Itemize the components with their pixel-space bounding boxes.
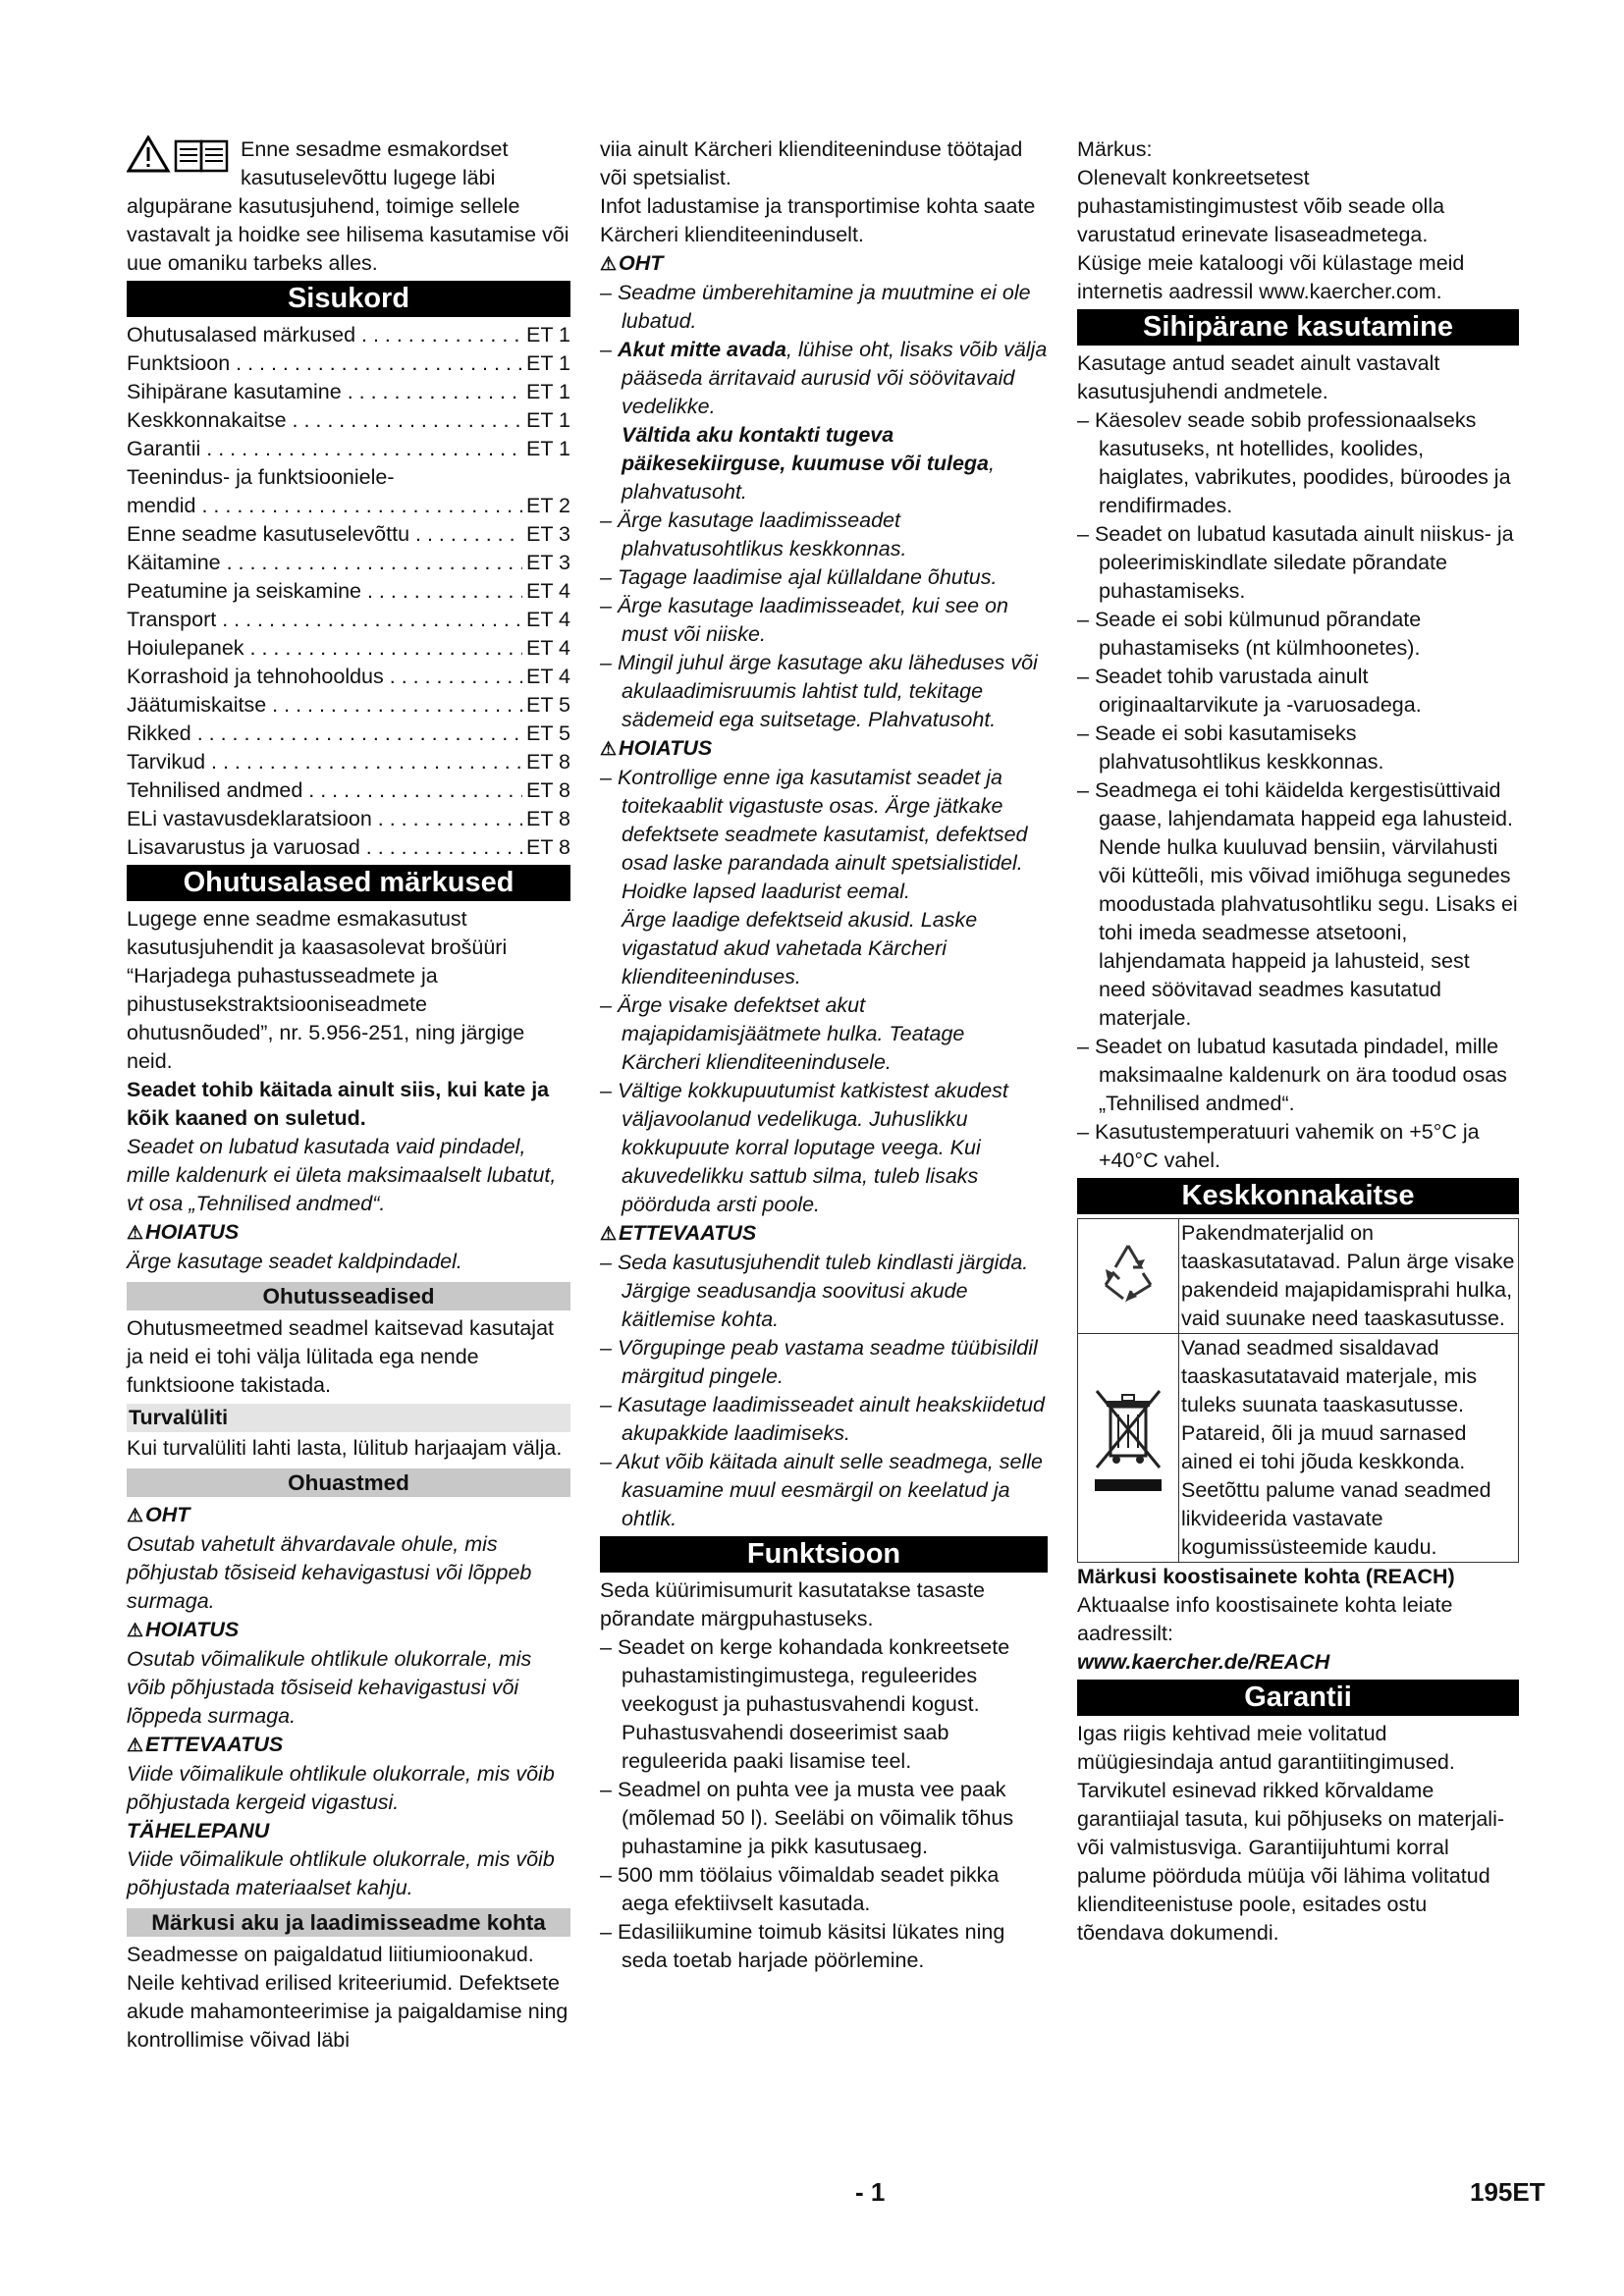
list-item: – Seadet on lubatud kasutada ainult niiskus- ja poleerimiskindlate siledate põrandate puhastamiseks.: [1077, 522, 1514, 603]
toc-item-label: Ohutusalased märkused . . .: [127, 321, 522, 349]
level-ettevaatus-label: ⚠ ETTEVAATUS: [127, 1731, 570, 1760]
level-oht-label: ⚠ OHT: [127, 1501, 570, 1530]
toc-item-page: [567, 463, 570, 492]
list-item-extra: Hoidke lapsed laadurist eemal.: [622, 880, 910, 903]
toc-item-page: ET 5: [522, 720, 570, 748]
toc-item-label: Tarvikud . . .: [127, 748, 522, 776]
safety-title: Ohutusalased märkused: [127, 865, 570, 901]
function-text: Seda küürimisumurit kasutatakse tasaste põrandate märgpuhastuseks.: [600, 1578, 985, 1630]
toc-item-label: Enne seadme kasutuselevõttu . . .: [127, 520, 522, 549]
list-item: – Seadmega ei tohi käidelda kergestisüttivaid gaase, lahjendamata happeid ega lahusteid.: [1077, 778, 1513, 830]
intro-icons: [127, 135, 235, 173]
env-icon-cell: [1078, 1219, 1179, 1334]
toc-item-label: Teenindus- ja funktsiooniele-: [127, 465, 395, 489]
toc-item-page: ET 5: [522, 691, 570, 720]
toc-item[interactable]: [127, 435, 570, 463]
toc-item-label: Funktsioon . . .: [127, 349, 522, 378]
toc-item-label: Hoiulepanek . . .: [127, 634, 522, 663]
toc-item[interactable]: [127, 805, 570, 833]
recycle-icon: [1094, 1238, 1163, 1307]
toc-item-page: ET 8: [522, 748, 570, 776]
list-item: – Võrgupinge peab vastama seadme tüübisildil märgitud pingele.: [600, 1336, 1038, 1388]
intended-title: Sihipärane kasutamine: [1077, 309, 1519, 346]
toc-item-page: ET 1: [522, 435, 570, 463]
level-hoiatus-label: ⚠ HOIATUS: [127, 1616, 570, 1645]
list-item: – Seade ei sobi kasutamiseks plahvatusohtlikus keskkonnas.: [1077, 721, 1384, 774]
col2-oht-label: ⚠ OHT: [600, 249, 1048, 279]
note-text: Olenevalt konkreetsetest puhastamistingimustest võib seade olla varustatud erinevate lisaseadmetega.: [1077, 166, 1445, 246]
reach-url[interactable]: www.kaercher.de/REACH: [1077, 1650, 1330, 1674]
toc-item[interactable]: [127, 634, 570, 663]
toc-item-page: ET 1: [522, 349, 570, 378]
levels-title: Ohuastmed: [127, 1468, 570, 1497]
toc-item[interactable]: [127, 577, 570, 606]
toc-item[interactable]: [127, 406, 570, 435]
col2-cont2: Infot ladustamise ja transportimise kohta saate Kärcheri klienditeeninduselt.: [600, 194, 1036, 246]
toc-item-page: ET 4: [522, 577, 570, 606]
toc-item[interactable]: [127, 321, 570, 349]
list-item: – Vältige kokkupuutumist katkistest akudest väljavoolanud vedelikuga. Juhuslikku kokkupuute korral loputage veega. Kui akuvedelikku sattub silma, tuleb lisaks pöörduda arsti poole.: [600, 1079, 1008, 1216]
toc-item-label: Lisavarustus ja varuosad . . .: [127, 833, 522, 862]
toc-item-label: Käitamine . . .: [127, 549, 522, 577]
list-item: – Tagage laadimise ajal küllaldane õhutus.: [600, 565, 998, 589]
toc-item[interactable]: [127, 691, 570, 720]
col2-hoiatus-label: ⚠ HOIATUS: [600, 734, 1048, 764]
toc-item-page: ET 4: [522, 663, 570, 691]
list-item: – Akut võib käitada ainult selle seadmega, selle kasuamine muul eesmärgil on keelatud ja ohtlik.: [600, 1450, 1043, 1530]
toc-item-page: ET 4: [522, 634, 570, 663]
toc-item[interactable]: [127, 833, 570, 862]
list-item: – Seadme ümberehitamine ja muutmine ei ole lubatud.: [600, 281, 1031, 333]
toc-item-label: Jäätumiskaitse . . .: [127, 691, 522, 720]
footer-page-number: - 1: [855, 2177, 886, 2207]
list-item: – Edasiliikumine toimub käsitsi lükates ning seda toetab harjade pöörlemine.: [600, 1920, 1005, 1972]
intended-text: Kasutage antud seadet ainult vastavalt kasutusjuhendi andmetele.: [1077, 351, 1440, 403]
toc-item-page: ET 1: [522, 406, 570, 435]
footer-page-code: 195ET: [1470, 2177, 1545, 2207]
toc-item-label: Keskkonnakaitse . . .: [127, 406, 522, 435]
warranty-title: Garantii: [1077, 1680, 1519, 1716]
level-ettevaatus-text: Viide võimalikule ohtlikule olukorrale, mis võib põhjustada kergeid vigastusi.: [127, 1762, 555, 1814]
devices-text: Ohutusmeetmed seadmel kaitsevad kasutajat ja neid ei tohi välja lülitada ega nende funktsioone takistada.: [127, 1316, 555, 1397]
toc-item[interactable]: [127, 748, 570, 776]
toc-item-label: ELi vastavusdeklaratsioon . . .: [127, 805, 522, 833]
list-item: – Seadmel on puhta vee ja musta vee paak (mõlemad 50 l). Seeläbi on võimalik tõhus puhastamine ja pikk kasutusaeg.: [600, 1778, 1014, 1858]
reach-text: Aktuaalse info koostisainete kohta leiate aadressilt:: [1077, 1593, 1453, 1645]
toc-item-page: ET 3: [522, 549, 570, 577]
list-item: – Ärge kasutage laadimisseadet, kui see on must või niiske.: [600, 594, 1008, 646]
battery-title: Märkusi aku ja laadimisseadme kohta: [127, 1908, 570, 1937]
list-item: – Seade ei sobi külmunud põrandate puhastamiseks (nt külmhoonetes).: [1077, 608, 1422, 660]
toc-item-label: Garantii . . .: [127, 435, 522, 463]
env-row-1-text: Pakendmaterjalid on taaskasutatavad. Palun ärge visake pakendeid majapidamisprahi hulka, vaid suunake need taaskasutusse.: [1179, 1219, 1519, 1334]
column-1: [127, 135, 570, 2055]
toc-item[interactable]: [127, 720, 570, 748]
toc-title: Sisukord: [127, 281, 570, 317]
list-item-extra: Vältida aku kontakti tugeva päikesekiirguse, kuumuse või tulega, plahvatusoht.: [622, 423, 995, 504]
list-item: – Kasutage laadimisseadet ainult heakskiidetud akupakkide laadimiseks.: [600, 1393, 1045, 1445]
note-text-2: Küsige meie kataloogi või külastage meid internetis aadressil www.kaercher.com.: [1077, 251, 1465, 303]
env-icon-cell: [1078, 1334, 1179, 1563]
toc-item[interactable]: [127, 378, 570, 406]
toc-item-page: ET 8: [522, 776, 570, 805]
function-title: Funktsioon: [600, 1536, 1048, 1573]
list-item: – Seadet tohib varustada ainult originaaltarvikute ja -varuosadega.: [1077, 665, 1422, 717]
crossed-bin-icon: [1089, 1385, 1167, 1503]
list-item-extra: Puhastusvahendi doseerimist saab reguleerida paaki lisamise teel.: [622, 1721, 949, 1773]
toc-item[interactable]: [127, 776, 570, 805]
toc-item-page: ET 1: [522, 321, 570, 349]
toc-item-label: Korrashoid ja tehnohooldus . . .: [127, 663, 522, 691]
toc-item-label: Tehnilised andmed . . .: [127, 776, 522, 805]
env-title: Keskkonnakaitse: [1077, 1178, 1519, 1214]
reach-title: Märkusi koostisainete kohta (REACH): [1077, 1565, 1455, 1588]
safety-p3: Seadet on lubatud kasutada vaid pindadel, mille kaldenurk ei ületa maksimaalselt lubatut, vt osa „Tehnilised andmed“.: [127, 1135, 557, 1215]
battery-text: Seadmesse on paigaldatud liitiumioonakud. Neile kehtivad erilised kriteeriumid. Defektsete akude mahamonteerimise ja paigaldamise ning kontrollimise võivad läbi: [127, 1943, 568, 2052]
level-tahelepanu-text: Viide võimalikule ohtlikule olukorrale, mis võib põhjustada materiaalset kahju.: [127, 1847, 555, 1899]
switch-title: Turvalüliti: [127, 1404, 570, 1432]
list-item: – Akut mitte avada, lühise oht, lisaks võib välja pääseda ärritavaid aurusid või söövitavaid vedelikke.: [600, 338, 1048, 418]
toc-item-page: ET 1: [522, 378, 570, 406]
level-hoiatus-text: Osutab võimalikule ohtlikule olukorrale, mis võib põhjustada tõsiseid kehavigastusi või lõppeda surmaga.: [127, 1647, 532, 1728]
toc-item-label: mendid . . .: [127, 492, 522, 520]
list-item: – Seadet on lubatud kasutada pindadel, mille maksimaalne kaldenurk on ära toodud osas „Tehnilised andmed“.: [1077, 1035, 1507, 1115]
list-item: – 500 mm töölaius võimaldab seadet pikka aega efektiivselt kasutada.: [600, 1863, 1000, 1915]
toc-item-page: ET 4: [522, 606, 570, 634]
column-2: [600, 135, 1048, 1975]
toc-item-label: Peatumine ja seiskamine . . .: [127, 577, 522, 606]
col2-ettevaatus-label: ⚠ ETTEVAATUS: [600, 1219, 1048, 1249]
toc-item-page: ET 3: [522, 520, 570, 549]
list-item: – Seadet on kerge kohandada konkreetsete puhastamistingimustega, reguleerides veekogust ja puhastusvahendi kogust.: [600, 1635, 1010, 1716]
col2-cont1: viia ainult Kärcheri klienditeeninduse töötajad või spetsialist.: [600, 137, 1023, 189]
toc-item-label: Sihipärane kasutamine . . .: [127, 378, 522, 406]
warning-manual-icon: [127, 135, 235, 173]
list-item: – Seda kasutusjuhendit tuleb kindlasti järgida. Järgige seadusandja soovitusi akude käitlemise kohta.: [600, 1251, 1029, 1331]
toc-item[interactable]: [127, 492, 570, 520]
list-item: – Ärge kasutage laadimisseadet plahvatusohtlikus keskkonnas.: [600, 508, 907, 561]
toc-item[interactable]: [127, 663, 570, 691]
toc-item-page: ET 8: [522, 833, 570, 862]
env-row-2-text: Vanad seadmed sisaldavad taaskasutatavaid materjale, mis tuleks suunata taaskasutusse. Patareid, õli ja muud sarnased ained ei tohi jõuda keskkonda. Seetõttu palume vanad seadmed likvideerida vastavate kogumissüsteemide kaudu.: [1179, 1334, 1519, 1563]
safety-p2: Seadet tohib käitada ainult siis, kui kate ja kõik kaaned on suletud.: [127, 1078, 550, 1130]
env-table: [1077, 1218, 1519, 1563]
list-item-extra: Ärge laadige defektseid akusid. Laske vigastatud akud vahetada Kärcheri klienditeeninduses.: [622, 908, 978, 988]
intro-block: [127, 135, 570, 278]
list-item: – Kasutustemperatuuri vahemik on +5°C ja +40°C vahel.: [1077, 1120, 1480, 1172]
safety-p1: Lugege enne seadme esmakasutust kasutusjuhendit ja kaasasolevat brošüüri “Harjadega puhastusseadmete ja pihustusekstraktsiooniseadmete ohutusnõuded”, nr. 5.956-251, ning järgige neid.: [127, 907, 525, 1073]
safety-warn1-label: ⚠ HOIATUS: [127, 1218, 570, 1248]
toc-list: [127, 321, 570, 862]
level-tahelepanu-label: TÄHELEPANU: [127, 1819, 270, 1842]
toc-item-page: ET 2: [522, 492, 570, 520]
list-item: – Käesolev seade sobib professionaalseks kasutuseks, nt hotellides, koolides, haiglates, vabrikutes, poodides, büroodes ja rendifirmades.: [1077, 408, 1511, 517]
warranty-text: Igas riigis kehtivad meie volitatud müügiesindaja antud garantiitingimused. Tarvikutel esinevad rikked kõrvaldame garantiiajal tasuta, kui põhjuseks on materjali- või valmistusviga. Garantiijuhtumi korral palume pöörduda müüja või lähima volitatud klienditeenistuse poole, esitades ostu tõendava dokumendi.: [1077, 1722, 1505, 1945]
list-item: – Ärge visake defektset akut majapidamisjäätmete hulka. Teatage Kärcheri klienditeenindusele.: [600, 993, 965, 1074]
toc-item-label: Rikked . . .: [127, 720, 522, 748]
list-item: – Kontrollige enne iga kasutamist seadet ja toitekaablit vigastuste osas. Ärge jätkake defektsete seadmete kasutamist, defektsed osad laske parandada ainult spetsialistidel.: [600, 766, 1028, 875]
toc-item-page: ET 8: [522, 805, 570, 833]
safety-warn1-text: Ärge kasutage seadet kaldpindadel.: [127, 1250, 462, 1273]
toc-item[interactable]: [127, 549, 570, 577]
devices-title: Ohutusseadised: [127, 1282, 570, 1310]
list-item: – Mingil juhul ärge kasutage aku läheduses või akulaadimisruumis lahtist tuld, tekitage sädemeid ega suitsetage. Plahvatusoht.: [600, 651, 1038, 731]
toc-item[interactable]: [127, 463, 570, 492]
switch-text: Kui turvalüliti lahti lasta, lülitub harjaajam välja.: [127, 1436, 563, 1460]
intro-text: Enne sesadme esmakordset kasutuselevõttu lugege läbi algupärane kasutusjuhend, toimige sellele vastavalt ja hoidke see hilisema kasutamise või uue omaniku tarbeks alles.: [127, 137, 569, 275]
column-3: [1077, 135, 1519, 1948]
toc-item[interactable]: [127, 520, 570, 549]
note-label: Märkus:: [1077, 137, 1153, 161]
list-item-extra: Nende hulka kuuluvad bensiin, värvilahusti või kütteõli, mis võivad imiõhuga segunedes moodustada plahvatusohtliku segu. Lisaks ei tohi imeda seadmesse atsetooni, lahjendamata happeid ja lahusteid, sest need söövitavad seadmes kasutatud materjale.: [1099, 835, 1518, 1030]
toc-item-label: Transport . . .: [127, 606, 522, 634]
toc-item[interactable]: [127, 349, 570, 378]
toc-item[interactable]: [127, 606, 570, 634]
level-oht-text: Osutab vahetult ähvardavale ohule, mis põhjustab tõsiseid kehavigastusi või lõppeb surmaga.: [127, 1532, 532, 1613]
